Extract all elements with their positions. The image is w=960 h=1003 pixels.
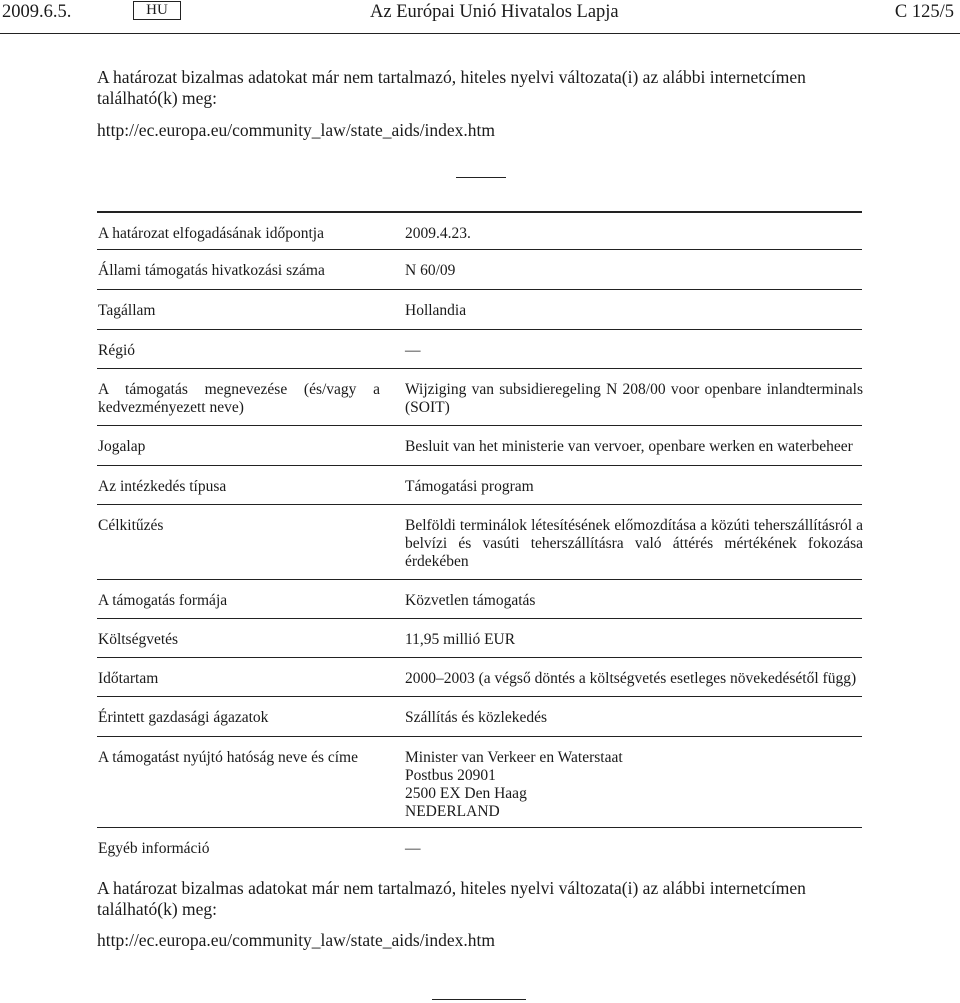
row-value-line: N 60/09 <box>405 262 456 279</box>
row-value-line: Támogatási program <box>405 478 534 495</box>
row-label: A támogatást nyújtó hatóság neve és címe <box>98 749 358 766</box>
end-divider <box>432 999 526 1000</box>
row-label: Költségvetés <box>98 631 179 648</box>
row-value <box>405 840 863 858</box>
row-value-line: 2009.4.23. <box>405 225 471 242</box>
row-value <box>405 517 863 571</box>
table-row <box>97 828 862 866</box>
row-value-line: 2500 EX Den Haag <box>405 785 527 802</box>
row-value <box>405 381 863 417</box>
table-row <box>97 250 862 290</box>
table-row <box>97 505 862 580</box>
outro-text: A határozat bizalmas adatokat már nem tartalmazó, hiteles nyelvi változata(i) az alábbi internetcímen <box>97 878 806 898</box>
row-value <box>405 670 863 688</box>
row-value <box>405 478 863 496</box>
row-value-line: — <box>405 840 421 857</box>
page-number: C 125/5 <box>894 2 954 22</box>
outro-url-link[interactable]: http://ec.europa.eu/community_law/state_aids/index.htm <box>97 930 496 950</box>
row-value <box>405 438 863 456</box>
row-value <box>405 262 863 280</box>
row-value-line: Belföldi terminálok létesítésének előmozdítása a közúti teherszállításról a belvízi és vasúti teherszállításra való áttérés mértékének fokozása érdekében <box>405 517 863 570</box>
row-label: Régió <box>98 342 136 359</box>
table-row <box>97 580 862 619</box>
table-row <box>97 658 862 697</box>
row-value <box>405 225 863 243</box>
table-row <box>97 369 862 426</box>
intro-url-link[interactable]: http://ec.europa.eu/community_law/state_aids/index.htm <box>97 120 496 140</box>
intro-text: A határozat bizalmas adatokat már nem tartalmazó, hiteles nyelvi változata(i) az alábbi internetcímen <box>97 67 806 87</box>
row-label: A támogatás megnevezése (és/vagy a kedvezményezett neve) <box>98 381 380 416</box>
row-value <box>405 709 863 727</box>
row-value-line: Besluit van het ministerie van vervoer, openbare werken en waterbeheer <box>405 438 853 455</box>
language-badge: HU <box>133 1 181 20</box>
row-value-line: Közvetlen támogatás <box>405 592 536 609</box>
table-row <box>97 466 862 505</box>
row-value-line: NEDERLAND <box>405 803 500 820</box>
row-label: Állami támogatás hivatkozási száma <box>98 262 325 279</box>
publication-date: 2009.6.5. <box>2 2 72 22</box>
row-value-line: Szállítás és közlekedés <box>405 709 548 726</box>
row-value <box>405 631 863 649</box>
row-value-line: Postbus 20901 <box>405 767 496 784</box>
table-row <box>97 290 862 330</box>
row-value <box>405 749 863 821</box>
row-label: Időtartam <box>98 670 159 687</box>
row-value-line: Hollandia <box>405 302 467 319</box>
table-row <box>97 619 862 658</box>
row-value-line: 11,95 millió EUR <box>405 631 516 648</box>
row-label: Érintett gazdasági ágazatok <box>98 709 269 726</box>
row-value-line: — <box>405 342 421 359</box>
row-label: A határozat elfogadásának időpontja <box>98 225 324 242</box>
row-value-line: Minister van Verkeer en Waterstaat <box>405 749 623 766</box>
table-row <box>97 737 862 828</box>
table-row <box>97 697 862 737</box>
journal-title: Az Európai Unió Hivatalos Lapja <box>370 2 619 22</box>
row-label: Tagállam <box>98 302 156 319</box>
page-header <box>0 0 960 34</box>
table-row <box>97 330 862 369</box>
table-row <box>97 426 862 466</box>
table-row <box>97 213 862 250</box>
decision-table <box>97 211 862 866</box>
header-divider <box>0 33 960 34</box>
row-label: Az intézkedés típusa <box>98 478 227 495</box>
row-value <box>405 592 863 610</box>
intro-paragraph <box>97 67 862 109</box>
outro-paragraph <box>97 878 862 920</box>
row-label: Jogalap <box>98 438 146 455</box>
row-value <box>405 342 863 360</box>
row-label: A támogatás formája <box>98 592 228 609</box>
row-label: Célkitűzés <box>98 517 164 534</box>
section-divider <box>456 177 506 178</box>
intro-text-cont: található(k) meg: <box>97 88 218 108</box>
row-value-line: 2000–2003 (a végső döntés a költségvetés esetleges növekedésétől függ) <box>405 670 857 687</box>
row-value <box>405 302 863 320</box>
row-label: Egyéb információ <box>98 840 210 857</box>
row-value-line: Wijziging van subsidieregeling N 208/00 voor openbare inlandterminals (SOIT) <box>405 381 863 416</box>
outro-text-cont: található(k) meg: <box>97 899 218 919</box>
